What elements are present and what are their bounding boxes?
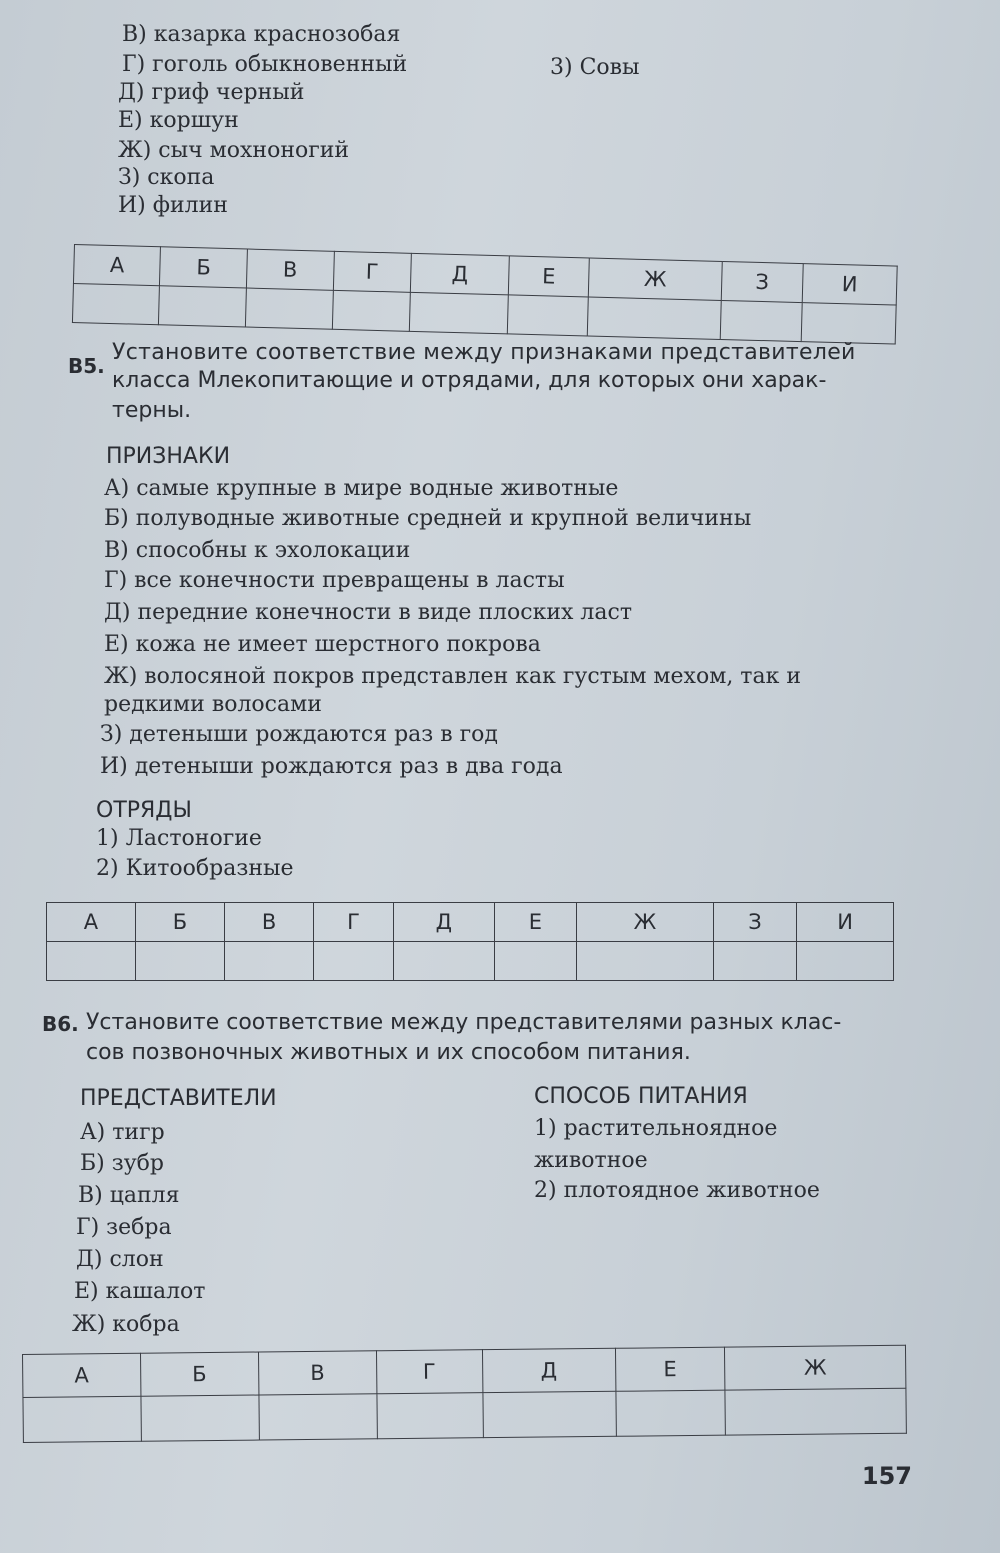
- feature-item: И) детеныши рождаются раз в два года: [100, 754, 563, 779]
- feature-item: редкими волосами: [104, 692, 322, 717]
- answer-cell[interactable]: [494, 942, 577, 981]
- answer-cell[interactable]: [713, 942, 797, 981]
- representative-item: Д) слон: [76, 1247, 164, 1272]
- feature-item: Б) полуводные животные средней и крупной величины: [104, 506, 752, 531]
- answer-cell[interactable]: [725, 1388, 906, 1435]
- top-item: Г) гоголь обыкновенный: [122, 52, 408, 77]
- table-header-cell: Г: [333, 251, 412, 292]
- representative-item: А) тигр: [80, 1120, 165, 1145]
- table-header-cell: Д: [482, 1348, 616, 1392]
- answer-cell[interactable]: [616, 1390, 726, 1436]
- table-header-cell: Е: [508, 256, 589, 297]
- table-header-cell: Г: [314, 903, 394, 942]
- table-header-cell: А: [23, 1353, 141, 1397]
- task-text: Установите соответствие между признаками представителей: [112, 340, 856, 365]
- answer-cell[interactable]: [314, 942, 394, 981]
- answer-cell[interactable]: [577, 942, 714, 981]
- answer-cell[interactable]: [47, 942, 136, 981]
- answer-cell[interactable]: [259, 1394, 378, 1440]
- order-item: 2) Китообразные: [96, 856, 294, 881]
- order-item: 1) Ластоногие: [96, 826, 262, 851]
- top-item: Ж) сыч мохноногий: [118, 138, 350, 163]
- task-text: терны.: [112, 398, 192, 423]
- table-answer-row: [47, 942, 894, 981]
- table-header-cell: Б: [135, 903, 224, 942]
- representative-item: В) цапля: [78, 1183, 180, 1208]
- diet-title: СПОСОБ ПИТАНИЯ: [534, 1084, 748, 1109]
- diet-item: животное: [534, 1148, 648, 1173]
- top-item: З) скопа: [118, 165, 215, 190]
- answer-cell[interactable]: [482, 1391, 616, 1437]
- feature-item: Д) передние конечности в виде плоских ласт: [104, 600, 632, 625]
- answer-cell[interactable]: [720, 300, 802, 341]
- answer-table-2: [46, 902, 894, 981]
- answer-cell[interactable]: [141, 1395, 260, 1441]
- table-header-cell: Б: [140, 1352, 258, 1396]
- table-header-cell: В: [246, 249, 334, 290]
- feature-item: З) детеныши рождаются раз в год: [100, 722, 498, 747]
- answer-cell[interactable]: [245, 288, 333, 329]
- table-header-cell: Г: [376, 1350, 482, 1394]
- top-item: И) филин: [118, 193, 228, 218]
- task-number: В5.: [68, 354, 105, 378]
- answer-cell[interactable]: [332, 290, 411, 331]
- top-item: Е) коршун: [118, 108, 239, 133]
- table-header-cell: И: [797, 903, 894, 942]
- diet-item: 1) растительноядное: [534, 1116, 778, 1141]
- table-header-cell: Б: [160, 247, 248, 288]
- answer-cell[interactable]: [393, 942, 494, 981]
- answer-cell[interactable]: [587, 297, 721, 339]
- representatives-title: ПРЕДСТАВИТЕЛИ: [80, 1086, 277, 1111]
- feature-item: Е) кожа не имеет шерстного покрова: [104, 632, 541, 657]
- top-item: В) казарка краснозобая: [122, 22, 401, 47]
- answer-table-1: [72, 244, 898, 345]
- answer-cell[interactable]: [507, 295, 588, 336]
- diet-item: 2) плотоядное животное: [534, 1178, 820, 1203]
- feature-item: В) способны к эхолокации: [104, 538, 411, 563]
- table-answer-row: [23, 1388, 906, 1442]
- answer-cell[interactable]: [801, 303, 896, 344]
- orders-title: ОТРЯДЫ: [96, 798, 192, 823]
- representative-item: Ж) кобра: [72, 1312, 180, 1337]
- answer-cell[interactable]: [135, 942, 224, 981]
- answer-cell[interactable]: [797, 942, 894, 981]
- features-title: ПРИЗНАКИ: [106, 444, 231, 469]
- top-item: Д) гриф черный: [118, 80, 305, 105]
- answer-cell[interactable]: [72, 283, 159, 324]
- table-header-row: [47, 903, 894, 942]
- representative-item: Е) кашалот: [74, 1279, 206, 1304]
- answer-cell[interactable]: [377, 1393, 483, 1439]
- table-header-cell: Д: [393, 903, 494, 942]
- feature-item: А) самые крупные в мире водные животные: [104, 476, 619, 501]
- table-header-cell: Ж: [725, 1345, 906, 1390]
- answer-table-3: [22, 1345, 907, 1443]
- table-header-cell: А: [73, 245, 160, 286]
- table-header-cell: В: [225, 903, 314, 942]
- table-header-cell: Ж: [577, 903, 714, 942]
- feature-item: Ж) волосяной покров представлен как густым мехом, так и: [104, 664, 801, 689]
- representative-item: Б) зубр: [80, 1151, 165, 1176]
- table-header-cell: В: [258, 1351, 376, 1395]
- task-text: класса Млекопитающие и отрядами, для которых они харак-: [112, 368, 827, 393]
- task-text: Установите соответствие между представителями разных клас-: [86, 1010, 842, 1035]
- task-text: сов позвоночных животных и их способом питания.: [86, 1040, 691, 1065]
- answer-cell[interactable]: [23, 1396, 141, 1442]
- task-number: В6.: [42, 1012, 79, 1036]
- table-header-cell: Е: [615, 1347, 725, 1391]
- answer-cell[interactable]: [225, 942, 314, 981]
- feature-item: Г) все конечности превращены в ласты: [104, 568, 565, 593]
- table-header-cell: Е: [494, 903, 577, 942]
- table-header-cell: Д: [410, 253, 509, 295]
- answer-cell[interactable]: [409, 292, 508, 334]
- table-header-cell: И: [802, 264, 897, 305]
- page-number: 157: [861, 1462, 912, 1490]
- top-right-item: 3) Совы: [550, 55, 640, 80]
- table-header-cell: З: [713, 903, 797, 942]
- table-header-cell: З: [721, 261, 803, 302]
- representative-item: Г) зебра: [76, 1215, 172, 1240]
- table-header-cell: Ж: [588, 258, 722, 300]
- answer-cell[interactable]: [159, 286, 247, 327]
- table-header-cell: А: [47, 903, 136, 942]
